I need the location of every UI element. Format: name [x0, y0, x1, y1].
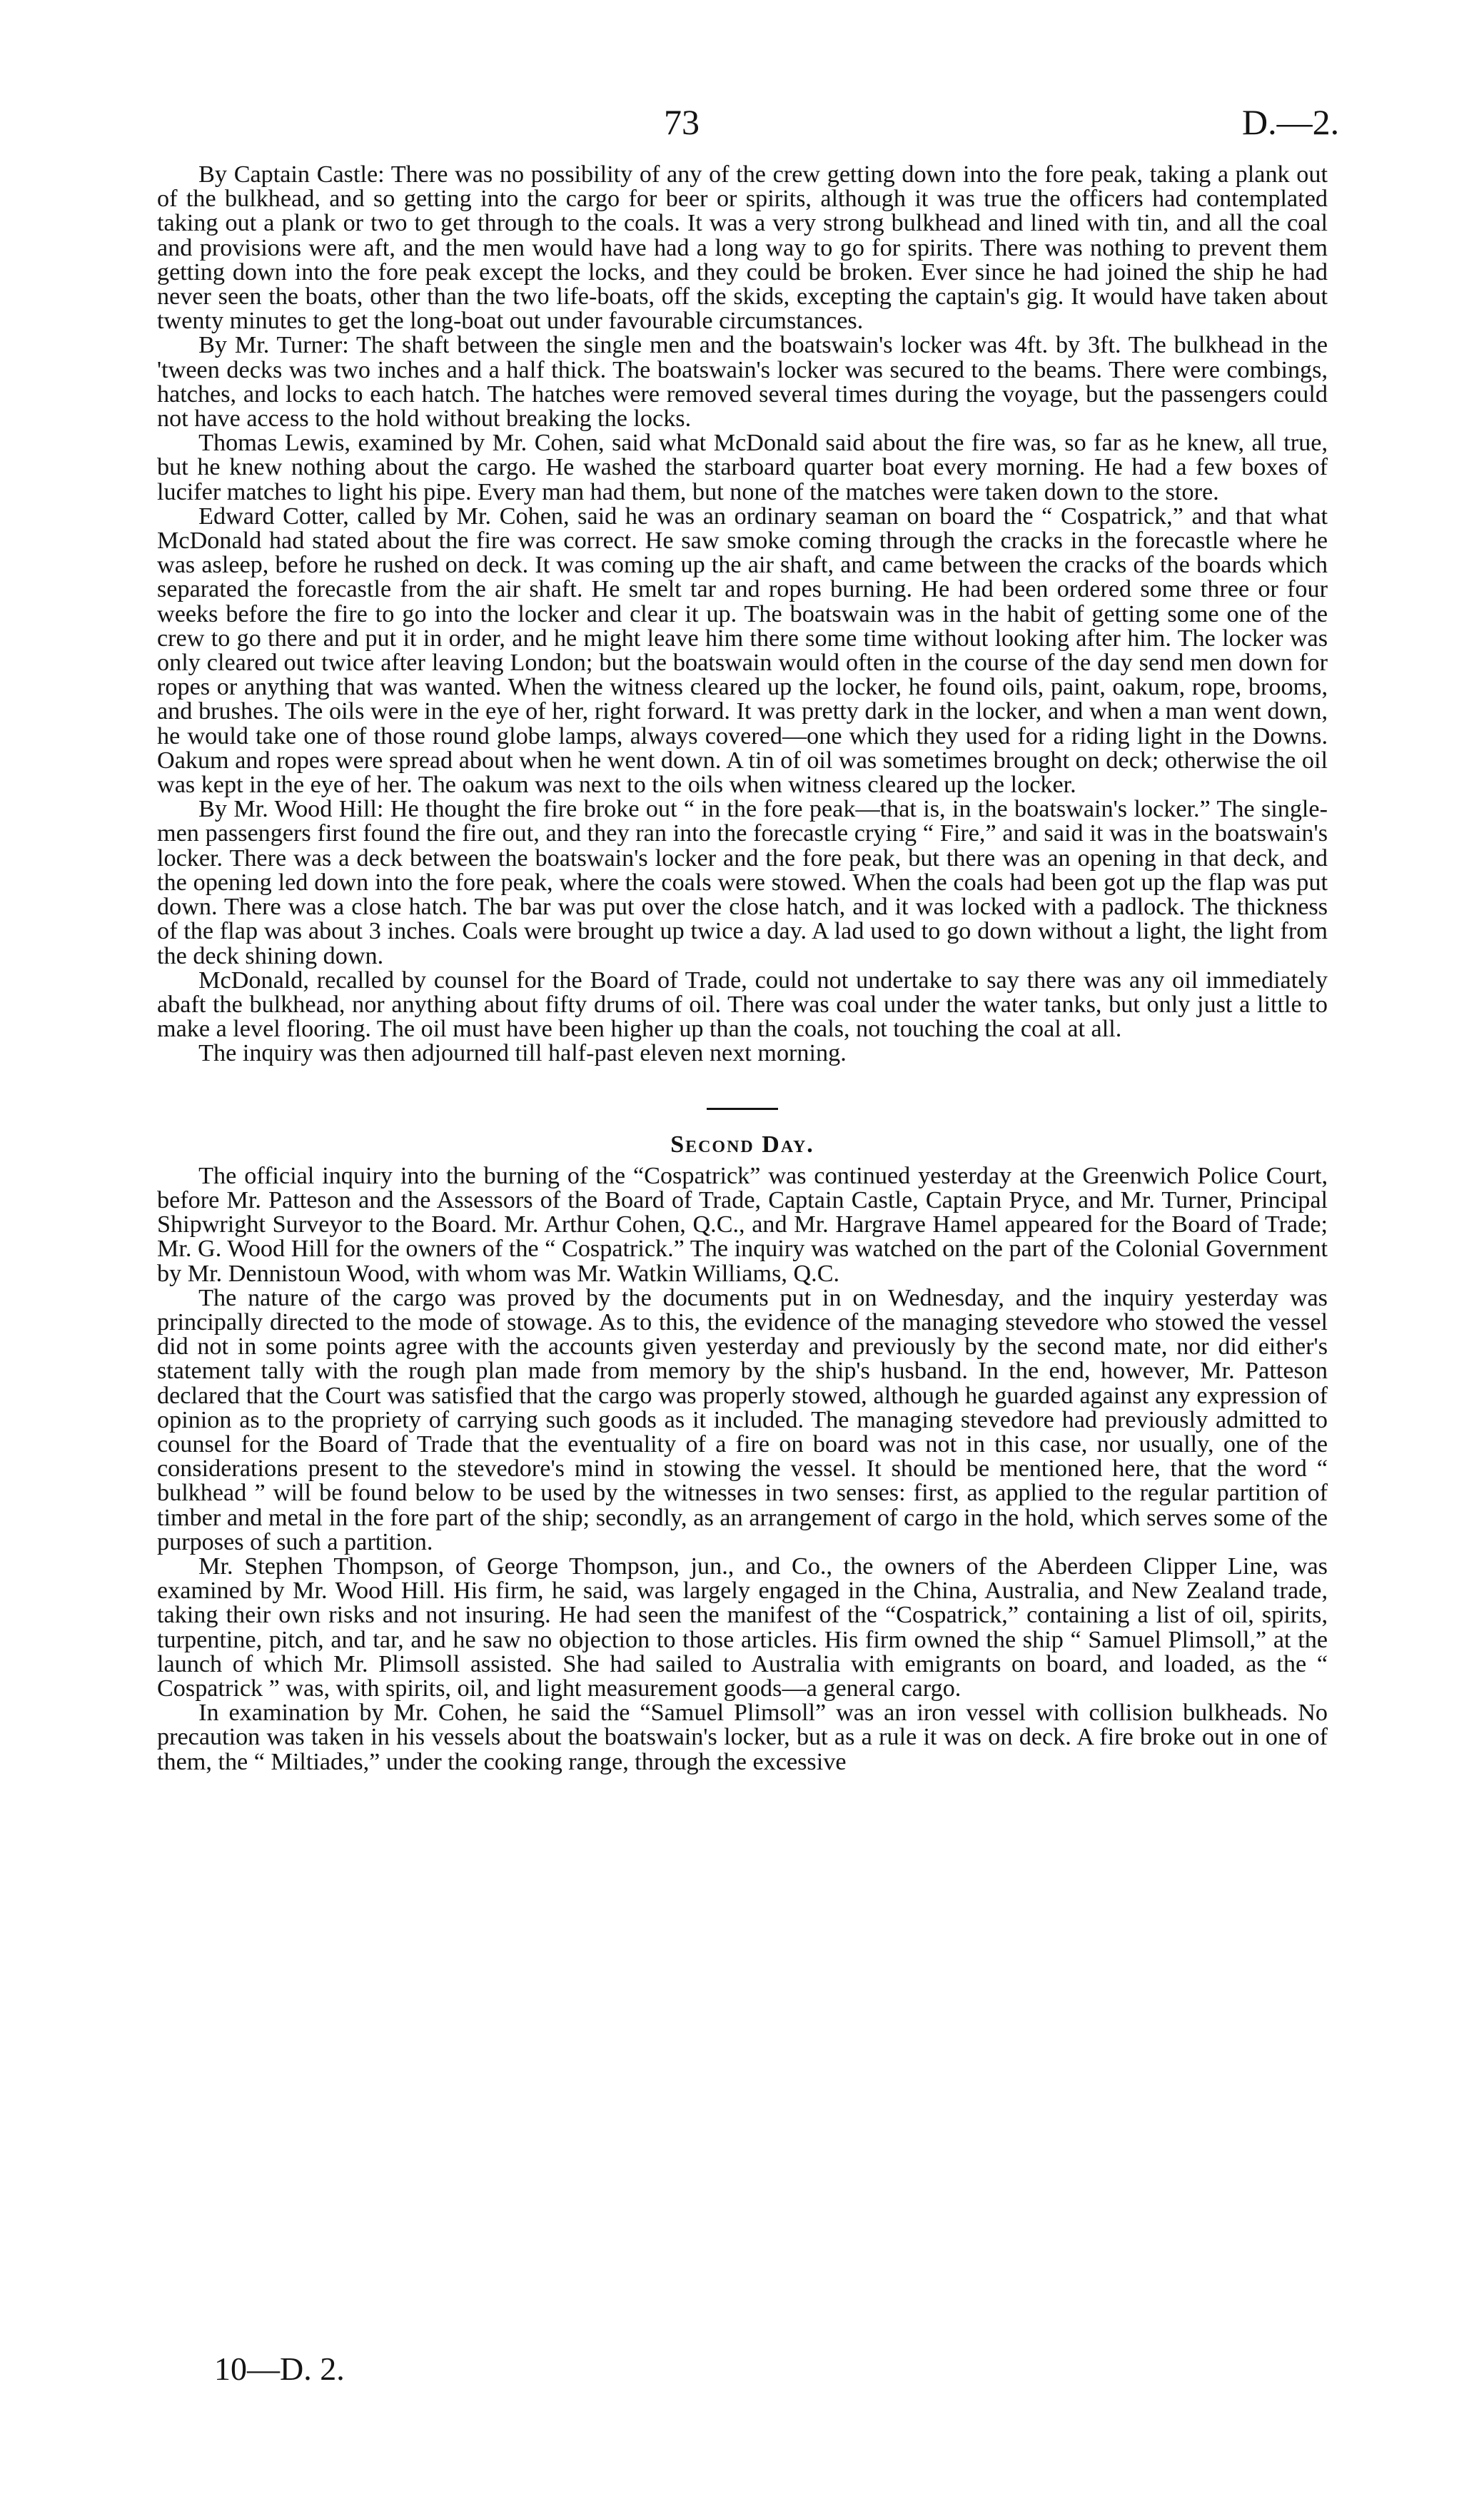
paragraph: By Captain Castle: There was no possibility of any of the crew getting down into the fore peak, taking a plank out of the bulkhead, and so getting into the cargo for beer or spirits, although it was true the officers had contemplated taking out a plank or two to get through to the coals. It was a very strong bulkhead and lined with tin, and all the coal and provisions were aft, and the men would have had a long way to go for spirits. There was nothing to prevent them getting down into the fore peak except the locks, and they could be broken. Ever since he had joined the ship he had never seen the boats, other than the two life-boats, off the skids, excepting the captain's gig. It would have taken about twenty minutes to get the long-boat out under favourable circumstances.: [157, 161, 1328, 335]
paragraph: Edward Cotter, called by Mr. Cohen, said he was an ordinary seaman on board the “ Cospatrick,” and that what McDonald had stated about the fire was correct. He saw smoke coming through the cracks in the forecastle where he was asleep, before he rushed on deck. It was coming up the air shaft, and came between the cracks of the boards which separated the forecastle from the air shaft. He smelt tar and ropes burning. He had been ordered some three or four weeks before the fire to go into the locker and clear it up. The boatswain was in the habit of getting some one of the crew to go there and put it in order, and he might leave him there some time without looking after him. The locker was only cleared out twice after leaving London; but the boatswain would often in the course of the day send men down for ropes or anything that was wanted. When the witness cleared up the locker, he found oils, paint, oakum, rope, brooms, and brushes. The oils were in the eye of her, right forward. It was pretty dark in the locker, and when a man went down, he would take one of those round globe lamps, always covered—one which they used for a riding light in the Downs. Oakum and ropes were spread about when he went down. A tin of oil was sometimes brought on deck; otherwise the oil was kept in the eye of her. The oakum was next to the oils when witness cleared up the locker.: [157, 503, 1328, 799]
paragraph: The inquiry was then adjourned till half-past eleven next morning.: [198, 1040, 847, 1067]
body-text: [157, 163, 1328, 1774]
page-number: 73: [664, 102, 700, 142]
paragraph: By Mr. Turner: The shaft between the single men and the boatswain's locker was 4ft. by 3ft. The bulkhead in the 'tween decks was two inches and a half thick. The boatswain's locker was secured to the beams. There were combings, hatches, and locks to each hatch. The hatches were removed several times during the voyage, but the passengers could not have access to the hold without breaking the locks.: [157, 332, 1328, 433]
paragraph: In examination by Mr. Cohen, he said the “Samuel Plimsoll” was an iron vessel with collision bulkheads. No precaution was taken in his vessels about the boatswain's locker, but as a rule it was on deck. A fire broke out in one of them, the “ Miltiades,” under the cooking range, through the excessive: [157, 1700, 1328, 1775]
section-heading: Second Day.: [670, 1131, 814, 1158]
paragraph: Thomas Lewis, examined by Mr. Cohen, said what McDonald said about the fire was, so far as he knew, all true, but he knew nothing about the cargo. He washed the starboard quarter boat every morning. He had a few boxes of lucifer matches to light his pipe. Every man had them, but none of the matches were taken down to the store.: [157, 430, 1328, 505]
paragraph: McDonald, recalled by counsel for the Board of Trade, could not undertake to say there was any oil immediately abaft the bulkhead, nor anything about fifty drums of oil. There was coal under the water tanks, but only just a little to make a level flooring. The oil must have been higher up than the coals, not touching the coal at all.: [157, 966, 1328, 1043]
paragraph: The official inquiry into the burning of the “Cospatrick” was continued yesterday at the Greenwich Police Court, before Mr. Patteson and the Assessors of the Board of Trade, Captain Castle, Captain Pryce, and Mr. Turner, Principal Shipwright Surveyor to the Board. Mr. Arthur Cohen, Q.C., and Mr. Hargrave Hamel appeared for the Board of Trade; Mr. G. Wood Hill for the owners of the “ Cospatrick.” The inquiry was watched on the part of the Colonial Government by Mr. Dennistoun Wood, with whom was Mr. Watkin Williams, Q.C.: [157, 1162, 1328, 1287]
paragraph: The nature of the cargo was proved by the documents put in on Wednesday, and the inquiry yesterday was principally directed to the mode of stowage. As to this, the evidence of the managing stevedore who stowed the vessel did not in some points agree with the accounts given yesterday and previously by the second mate, nor did either's statement tally with the rough plan made from memory by the ship's husband. In the end, however, Mr. Patteson declared that the Court was satisfied that the cargo was properly stowed, although he guarded against any expression of opinion as to the propriety of carrying such goods as it included. The managing stevedore had previously admitted to counsel for the Board of Trade that the eventuality of a fire on board was not in this case, nor usually, one of the considerations present to the stevedore's mind in stowing the vessel. It should be mentioned here, that the word “ bulkhead ” will be found below to be used by the witnesses in two senses: first, as applied to the regular partition of timber and metal in the fore part of the ship; secondly, as an arrangement of cargo in the hold, which serves some of the purposes of such a partition.: [157, 1284, 1328, 1555]
paragraph: By Mr. Wood Hill: He thought the fire broke out “ in the fore peak—that is, in the boatswain's locker.” The single-men passengers first found the fire out, and they ran into the forecastle crying “ Fire,” and said it was in the boatswain's locker. There was a deck between the boatswain's locker and the fore peak, but there was an opening in that deck, and the opening led down into the fore peak, where the coals were stowed. When the coals had been got up the flap was put down. There was a close hatch. The bar was put over the close hatch, and it was locked with a padlock. The thickness of the flap was about 3 inches. Coals were brought up twice a day. A lad used to go down without a light, the light from the deck shining down.: [157, 796, 1328, 969]
paragraph: Mr. Stephen Thompson, of George Thompson, jun., and Co., the owners of the Aberdeen Clipper Line, was examined by Mr. Wood Hill. His firm, he said, was largely engaged in the China, Australia, and New Zealand trade, taking their own risks and not insuring. He had seen the manifest of the “Cospatrick,” containing a list of oil, spirits, turpentine, pitch, and tar, and he saw no objection to those articles. His firm owned the ship “ Samuel Plimsoll,” at the launch of which Mr. Plimsoll assisted. She had sailed to Australia with emigrants on board, and loaded, as the “ Cospatrick ” was, with spirits, oil, and light measurement goods—a general cargo.: [157, 1553, 1328, 1702]
section-divider: [707, 1108, 778, 1110]
footer-signature: 10—D. 2.: [214, 2351, 345, 2387]
document-code: D.—2.: [1242, 102, 1340, 142]
